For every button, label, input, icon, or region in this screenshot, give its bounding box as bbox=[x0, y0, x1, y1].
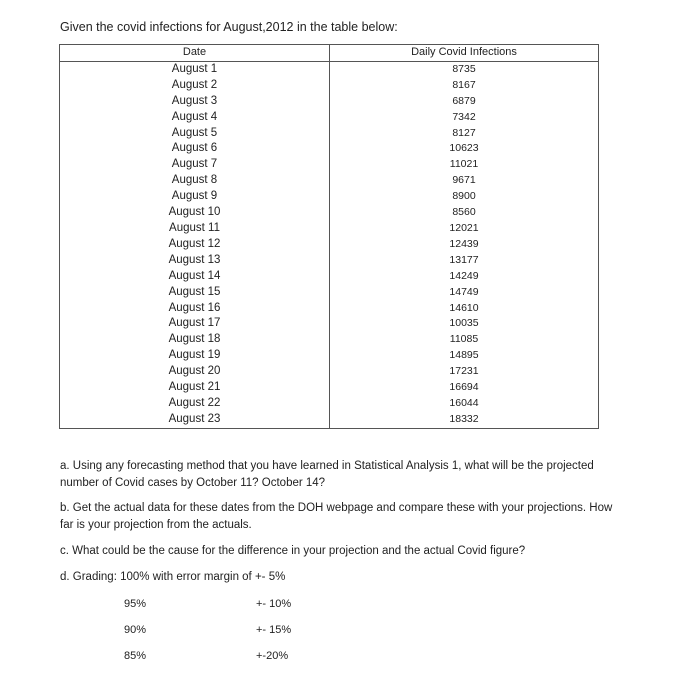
date-column-header: Date bbox=[60, 45, 330, 62]
date-cell: August 17 bbox=[60, 316, 330, 332]
table-row bbox=[60, 285, 599, 301]
table-row bbox=[60, 173, 599, 189]
infections-cell: 9671 bbox=[330, 173, 599, 189]
infections-cell: 8560 bbox=[330, 205, 599, 221]
table-row bbox=[60, 332, 599, 348]
date-cell: August 19 bbox=[60, 348, 330, 364]
date-cell: August 2 bbox=[60, 78, 330, 94]
infections-cell: 13177 bbox=[330, 253, 599, 269]
table-row bbox=[60, 61, 599, 77]
date-cell: August 7 bbox=[60, 157, 330, 173]
infections-cell: 8735 bbox=[330, 61, 599, 77]
infections-cell: 8900 bbox=[330, 189, 599, 205]
table-row bbox=[60, 141, 599, 157]
table-row bbox=[60, 269, 599, 285]
date-cell: August 15 bbox=[60, 285, 330, 301]
date-cell: August 3 bbox=[60, 94, 330, 110]
infections-cell: 8127 bbox=[330, 126, 599, 142]
grade-95: 95% bbox=[124, 598, 147, 610]
infections-cell: 11021 bbox=[330, 157, 599, 173]
date-cell: August 1 bbox=[60, 61, 330, 77]
date-cell: August 5 bbox=[60, 126, 330, 142]
date-cell: August 6 bbox=[60, 141, 330, 157]
question-c: c. What could be the cause for the difference in your projection and the actual Covid figure? bbox=[60, 545, 526, 557]
grade-90: 90% bbox=[124, 624, 147, 636]
infections-cell: 16044 bbox=[330, 396, 599, 412]
table-body bbox=[60, 61, 599, 428]
question-d: d. Grading: 100% with error margin of +- 5% bbox=[60, 571, 286, 583]
table-row bbox=[60, 412, 599, 428]
grade-85: 85% bbox=[124, 650, 147, 662]
infections-cell: 6879 bbox=[330, 94, 599, 110]
date-cell: August 10 bbox=[60, 205, 330, 221]
infections-cell: 12021 bbox=[330, 221, 599, 237]
table-row bbox=[60, 94, 599, 110]
infections-cell: 14610 bbox=[330, 301, 599, 317]
table-row bbox=[60, 237, 599, 253]
margin-15: +- 15% bbox=[256, 624, 292, 636]
date-cell: August 11 bbox=[60, 221, 330, 237]
date-cell: August 14 bbox=[60, 269, 330, 285]
infections-cell: 14249 bbox=[330, 269, 599, 285]
table-row bbox=[60, 253, 599, 269]
table-row bbox=[60, 189, 599, 205]
date-cell: August 16 bbox=[60, 301, 330, 317]
infections-cell: 16694 bbox=[330, 380, 599, 396]
table-row bbox=[60, 348, 599, 364]
margin-10: +- 10% bbox=[256, 598, 292, 610]
table-row bbox=[60, 221, 599, 237]
question-b: b. Get the actual data for these dates from the DOH webpage and compare these with your projections. How far is your projection from the actuals. bbox=[60, 502, 613, 531]
infections-cell: 14895 bbox=[330, 348, 599, 364]
intro-text: Given the covid infections for August,2012 in the table below: bbox=[60, 20, 398, 34]
infections-cell: 18332 bbox=[330, 412, 599, 428]
date-cell: August 23 bbox=[60, 412, 330, 428]
date-cell: August 9 bbox=[60, 189, 330, 205]
date-cell: August 20 bbox=[60, 364, 330, 380]
date-cell: August 13 bbox=[60, 253, 330, 269]
table-row bbox=[60, 126, 599, 142]
date-cell: August 21 bbox=[60, 380, 330, 396]
table-row bbox=[60, 78, 599, 94]
date-cell: August 22 bbox=[60, 396, 330, 412]
infections-cell: 10035 bbox=[330, 316, 599, 332]
table-row bbox=[60, 110, 599, 126]
date-cell: August 18 bbox=[60, 332, 330, 348]
table-row bbox=[60, 316, 599, 332]
infections-column-header: Daily Covid Infections bbox=[330, 45, 599, 62]
infections-cell: 12439 bbox=[330, 237, 599, 253]
infections-cell: 10623 bbox=[330, 141, 599, 157]
infections-cell: 11085 bbox=[330, 332, 599, 348]
date-cell: August 4 bbox=[60, 110, 330, 126]
infections-cell: 17231 bbox=[330, 364, 599, 380]
infections-cell: 14749 bbox=[330, 285, 599, 301]
infections-cell: 7342 bbox=[330, 110, 599, 126]
infections-cell: 8167 bbox=[330, 78, 599, 94]
table-row bbox=[60, 205, 599, 221]
question-a: a. Using any forecasting method that you have learned in Statistical Analysis 1, what will be the projected number of Covid cases by October 11? October 14? bbox=[60, 460, 594, 489]
table-row bbox=[60, 364, 599, 380]
margin-20: +-20% bbox=[256, 650, 289, 662]
table-row bbox=[60, 157, 599, 173]
covid-infections-table bbox=[59, 44, 599, 429]
table-header-row bbox=[60, 45, 599, 62]
table-row bbox=[60, 380, 599, 396]
table-row bbox=[60, 396, 599, 412]
date-cell: August 8 bbox=[60, 173, 330, 189]
table-row bbox=[60, 301, 599, 317]
date-cell: August 12 bbox=[60, 237, 330, 253]
